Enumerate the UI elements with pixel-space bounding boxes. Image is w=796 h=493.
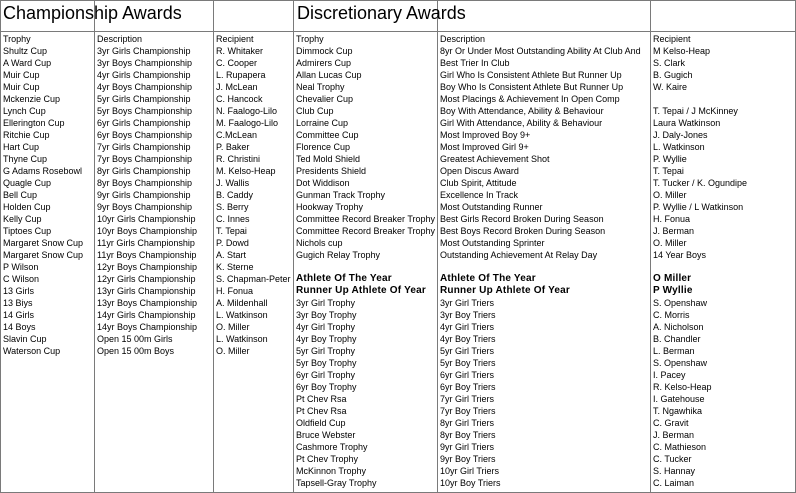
trophy-cell: Runner Up Athlete Of Year <box>296 285 427 296</box>
trophy-cell: Lynch Cup <box>3 106 46 116</box>
trophy-cell: Shultz Cup <box>3 46 48 56</box>
trophy-cell: Ritchie Cup <box>3 130 50 140</box>
description-cell: 14yr Boys Championship <box>97 322 198 332</box>
trophy-cell: Oldfield Cup <box>296 418 346 428</box>
recipient-cell: T. Tucker / K. Ogundipe <box>653 178 748 188</box>
description-cell: 13yr Boys Championship <box>97 298 198 308</box>
trophy-cell: Committee Cup <box>296 130 359 140</box>
description-cell: Best Trier In Club <box>440 58 510 68</box>
trophy-cell: Club Cup <box>296 106 334 116</box>
discretionary-description-column <box>440 33 649 489</box>
recipient-cell: P. Wyllie / L Watkinson <box>653 202 744 212</box>
description-cell: 7yr Girls Championship <box>97 142 191 152</box>
trophy-cell: Committee Record Breaker Trophy <box>296 226 436 236</box>
recipient-cell: P. Wyllie <box>653 154 687 164</box>
description-cell: Most Placings & Achievement In Open Comp <box>440 94 620 104</box>
col-border-1 <box>94 0 95 493</box>
trophy-cell: Neal Trophy <box>296 82 345 92</box>
trophy-cell: P Wilson <box>3 262 39 272</box>
description-cell: Most Improved Boy 9+ <box>440 130 531 140</box>
recipient-cell: C. Gravit <box>653 418 689 428</box>
trophy-cell: A Ward Cup <box>3 58 52 68</box>
recipient-cell: O. Miller <box>216 322 250 332</box>
column-header-trophy: Trophy <box>296 34 324 44</box>
description-cell: 13yr Girls Championship <box>97 286 196 296</box>
description-cell: 5yr Boys Championship <box>97 106 193 116</box>
trophy-cell: Pt Chev Rsa <box>296 406 347 416</box>
recipient-cell: J. Berman <box>653 226 695 236</box>
description-cell: 7yr Boys Championship <box>97 154 193 164</box>
recipient-cell: L. Watkinson <box>216 334 268 344</box>
col-border-5 <box>650 0 651 493</box>
recipient-cell: K. Sterne <box>216 262 254 272</box>
trophy-cell: Ted Mold Shield <box>296 154 361 164</box>
recipient-cell: N. Faalogo-Lilo <box>216 106 278 116</box>
description-cell: 3yr Boy Triers <box>440 310 496 320</box>
recipient-cell: C. Mathieson <box>653 442 707 452</box>
trophy-cell: 4yr Boy Trophy <box>296 334 357 344</box>
trophy-cell: Gugich Relay Trophy <box>296 250 381 260</box>
recipient-cell: J. Wallis <box>216 178 250 188</box>
col-border-left <box>0 0 1 493</box>
description-cell: Open 15 00m Girls <box>97 334 173 344</box>
column-header-recipient: Recipient <box>653 34 691 44</box>
description-cell: Runner Up Athlete Of Year <box>440 285 571 296</box>
trophy-cell <box>296 261 436 273</box>
trophy-cell: Gunman Track Trophy <box>296 190 386 200</box>
trophy-cell: Slavin Cup <box>3 334 47 344</box>
description-cell: Most Improved Girl 9+ <box>440 142 529 152</box>
recipient-cell: L. Berman <box>653 346 695 356</box>
description-cell: 8yr Or Under Most Outstanding Ability At Club And <box>440 46 641 56</box>
col-border-2 <box>213 0 214 493</box>
trophy-cell: G Adams Rosebowl <box>3 166 83 176</box>
trophy-cell: Kelly Cup <box>3 214 42 224</box>
recipient-cell: O Miller <box>653 273 692 284</box>
description-cell: Most Outstanding Runner <box>440 202 543 212</box>
description-cell: 10yr Boy Triers <box>440 478 501 488</box>
recipient-cell: H. Fonua <box>216 286 254 296</box>
championship-description-column <box>97 33 212 357</box>
recipient-cell <box>653 93 794 105</box>
recipient-cell: H. Fonua <box>653 214 691 224</box>
description-cell: 4yr Boys Championship <box>97 82 193 92</box>
trophy-cell: 14 Girls <box>3 310 35 320</box>
description-cell: Open Discus Award <box>440 166 519 176</box>
recipient-cell: P. Dowd <box>216 238 249 248</box>
description-cell: 9yr Girl Triers <box>440 442 494 452</box>
description-cell: Open 15 00m Boys <box>97 346 175 356</box>
trophy-cell: Cashmore Trophy <box>296 442 368 452</box>
description-cell: Excellence In Track <box>440 190 519 200</box>
description-cell: Athlete Of The Year <box>440 273 536 284</box>
description-cell: 4yr Boy Triers <box>440 334 496 344</box>
description-cell: 5yr Boy Triers <box>440 358 496 368</box>
description-cell: Best Girls Record Broken During Season <box>440 214 604 224</box>
recipient-cell: J. Daly-Jones <box>653 130 708 140</box>
trophy-cell: 3yr Girl Trophy <box>296 298 356 308</box>
trophy-cell: Muir Cup <box>3 70 40 80</box>
recipient-cell: C. Laiman <box>653 478 695 488</box>
discretionary-trophy-column <box>296 33 436 489</box>
trophy-cell: Quagle Cup <box>3 178 52 188</box>
trophy-cell: Bruce Webster <box>296 430 356 440</box>
trophy-cell: 5yr Girl Trophy <box>296 346 356 356</box>
championship-trophy-column <box>3 33 93 357</box>
recipient-cell: W. Kaire <box>653 82 688 92</box>
description-cell: 10yr Boys Championship <box>97 226 198 236</box>
description-cell: 11yr Boys Championship <box>97 250 197 260</box>
trophy-cell: Mckenzie Cup <box>3 94 61 104</box>
trophy-cell: 6yr Girl Trophy <box>296 370 356 380</box>
recipient-cell: C. Morris <box>653 310 690 320</box>
trophy-cell: 13 Girls <box>3 286 35 296</box>
description-cell: Boy Who Is Consistent Athlete But Runner Up <box>440 82 624 92</box>
trophy-cell: Chevalier Cup <box>296 94 354 104</box>
description-cell: 6yr Girl Triers <box>440 370 494 380</box>
description-cell: 6yr Boys Championship <box>97 130 193 140</box>
description-cell: 8yr Girls Championship <box>97 166 191 176</box>
description-cell: Best Boys Record Broken During Season <box>440 226 606 236</box>
col-border-4 <box>437 0 438 493</box>
trophy-cell: Athlete Of The Year <box>296 273 392 284</box>
description-cell: 9yr Boy Triers <box>440 454 496 464</box>
description-cell: 9yr Girls Championship <box>97 190 191 200</box>
description-cell: Club Spirit, Attitude <box>440 178 517 188</box>
recipient-cell: M. Kelso-Heap <box>216 166 276 176</box>
trophy-cell: Nichols cup <box>296 238 343 248</box>
recipient-cell: C.McLean <box>216 130 258 140</box>
description-cell: 5yr Girl Triers <box>440 346 494 356</box>
discretionary-recipient-column <box>653 33 794 489</box>
description-cell: 9yr Boys Championship <box>97 202 193 212</box>
trophy-cell: Dimmock Cup <box>296 46 353 56</box>
trophy-cell: 14 Boys <box>3 322 36 332</box>
section-divider <box>293 0 294 493</box>
recipient-cell: A. Mildenhall <box>216 298 268 308</box>
recipient-cell: L. Watkinson <box>216 310 268 320</box>
recipient-cell: L. Rupapera <box>216 70 266 80</box>
recipient-cell: L. Watkinson <box>653 142 705 152</box>
recipient-cell: S. Chapman-Peter <box>216 274 291 284</box>
column-header-recipient: Recipient <box>216 34 254 44</box>
trophy-cell: Holden Cup <box>3 202 51 212</box>
recipient-cell: B. Caddy <box>216 190 254 200</box>
recipient-cell: B. Gugich <box>653 70 693 80</box>
description-cell: 10yr Girl Triers <box>440 466 500 476</box>
trophy-cell: 3yr Boy Trophy <box>296 310 357 320</box>
recipient-cell <box>653 261 794 273</box>
recipient-cell: I. Gatehouse <box>653 394 705 404</box>
recipient-cell: I. Pacey <box>653 370 686 380</box>
championship-recipient-column <box>216 33 292 357</box>
description-cell: 3yr Girls Championship <box>97 46 191 56</box>
recipient-cell: J. McLean <box>216 82 258 92</box>
trophy-cell: Muir Cup <box>3 82 40 92</box>
recipient-cell: S. Openshaw <box>653 358 708 368</box>
description-cell: 6yr Girls Championship <box>97 118 191 128</box>
description-cell: Girl Who Is Consistent Athlete But Runner Up <box>440 70 622 80</box>
recipient-cell: T. Tepai <box>653 166 684 176</box>
trophy-cell: Margaret Snow Cup <box>3 238 84 248</box>
recipient-cell: C. Innes <box>216 214 250 224</box>
description-cell: 5yr Girls Championship <box>97 94 191 104</box>
column-header-description: Description <box>97 34 143 44</box>
recipient-cell: O. Miller <box>653 238 687 248</box>
recipient-cell: O. Miller <box>653 190 687 200</box>
title-divider <box>0 31 796 32</box>
recipient-cell: J. Berman <box>653 430 695 440</box>
recipient-cell: T. Ngawhika <box>653 406 703 416</box>
description-cell: 8yr Boy Triers <box>440 430 496 440</box>
trophy-cell: Tapsell-Gray Trophy <box>296 478 377 488</box>
recipient-cell: 14 Year Boys <box>653 250 707 260</box>
description-cell: Greatest Achievement Shot <box>440 154 550 164</box>
description-cell: 7yr Boy Triers <box>440 406 496 416</box>
description-cell: Girl With Attendance, Ability & Behaviour <box>440 118 603 128</box>
trophy-cell: Hookway Trophy <box>296 202 364 212</box>
recipient-cell: T. Tepai <box>216 226 247 236</box>
recipient-cell: P. Baker <box>216 142 250 152</box>
description-cell: 12yr Girls Championship <box>97 274 196 284</box>
trophy-cell: Dot Widdison <box>296 178 350 188</box>
recipient-cell: R. Christini <box>216 154 261 164</box>
recipient-cell: M Kelso-Heap <box>653 46 711 56</box>
recipient-cell: A. Start <box>216 250 247 260</box>
description-cell: 7yr Girl Triers <box>440 394 494 404</box>
trophy-cell: 5yr Boy Trophy <box>296 358 357 368</box>
trophy-cell: Thyne Cup <box>3 154 48 164</box>
description-cell: Boy With Attendance, Ability & Behaviour <box>440 106 604 116</box>
discretionary-title: Discretionary Awards <box>297 3 466 23</box>
description-cell: 10yr Girls Championship <box>97 214 196 224</box>
description-cell: 14yr Girls Championship <box>97 310 196 320</box>
description-cell: 4yr Girl Triers <box>440 322 494 332</box>
top-border <box>0 0 796 1</box>
recipient-cell: O. Miller <box>216 346 250 356</box>
trophy-cell: Florence Cup <box>296 142 351 152</box>
trophy-cell: Presidents Shield <box>296 166 367 176</box>
description-cell: 3yr Boys Championship <box>97 58 193 68</box>
trophy-cell: Committee Record Breaker Trophy <box>296 214 436 224</box>
trophy-cell: Pt Chev Trophy <box>296 454 359 464</box>
recipient-cell: C. Tucker <box>653 454 692 464</box>
recipient-cell: B. Chandler <box>653 334 701 344</box>
description-cell: Most Outstanding Sprinter <box>440 238 545 248</box>
column-header-description: Description <box>440 34 486 44</box>
description-cell: 8yr Girl Triers <box>440 418 494 428</box>
recipient-cell: M. Faalogo-Lilo <box>216 118 279 128</box>
recipient-cell: T. Tepai / J McKinney <box>653 106 738 116</box>
recipient-cell: A. Nicholson <box>653 322 704 332</box>
recipient-cell: S. Berry <box>216 202 249 212</box>
championship-title: Championship Awards <box>3 3 182 23</box>
recipient-cell: S. Clark <box>653 58 686 68</box>
description-cell: 4yr Girls Championship <box>97 70 191 80</box>
trophy-cell: Hart Cup <box>3 142 40 152</box>
trophy-cell: Tiptoes Cup <box>3 226 52 236</box>
trophy-cell: Admirers Cup <box>296 58 352 68</box>
recipient-cell: Laura Watkinson <box>653 118 721 128</box>
description-cell: Outstanding Achievement At Relay Day <box>440 250 598 260</box>
trophy-cell: Ellerington Cup <box>3 118 65 128</box>
trophy-cell: McKinnon Trophy <box>296 466 367 476</box>
trophy-cell: 13 Biys <box>3 298 33 308</box>
trophy-cell: Allan Lucas Cup <box>296 70 362 80</box>
column-header-trophy: Trophy <box>3 34 31 44</box>
description-cell <box>440 261 649 273</box>
trophy-cell: 6yr Boy Trophy <box>296 382 357 392</box>
trophy-cell: Lorraine Cup <box>296 118 349 128</box>
description-cell: 8yr Boys Championship <box>97 178 193 188</box>
trophy-cell: 4yr Girl Trophy <box>296 322 356 332</box>
description-cell: 12yr Boys Championship <box>97 262 198 272</box>
recipient-cell: R. Kelso-Heap <box>653 382 712 392</box>
description-cell: 11yr Girls Championship <box>97 238 195 248</box>
trophy-cell: C Wilson <box>3 274 40 284</box>
description-cell: 6yr Boy Triers <box>440 382 496 392</box>
recipient-cell: S. Openshaw <box>653 298 708 308</box>
recipient-cell: C. Cooper <box>216 58 258 68</box>
trophy-cell: Bell Cup <box>3 190 38 200</box>
recipient-cell: P Wyllie <box>653 285 693 296</box>
recipient-cell: S. Hannay <box>653 466 696 476</box>
recipient-cell: C. Hancock <box>216 94 263 104</box>
trophy-cell: Waterson Cup <box>3 346 61 356</box>
trophy-cell: Margaret Snow Cup <box>3 250 84 260</box>
description-cell: 3yr Girl Triers <box>440 298 494 308</box>
trophy-cell: Pt Chev Rsa <box>296 394 347 404</box>
recipient-cell: R. Whitaker <box>216 46 264 56</box>
